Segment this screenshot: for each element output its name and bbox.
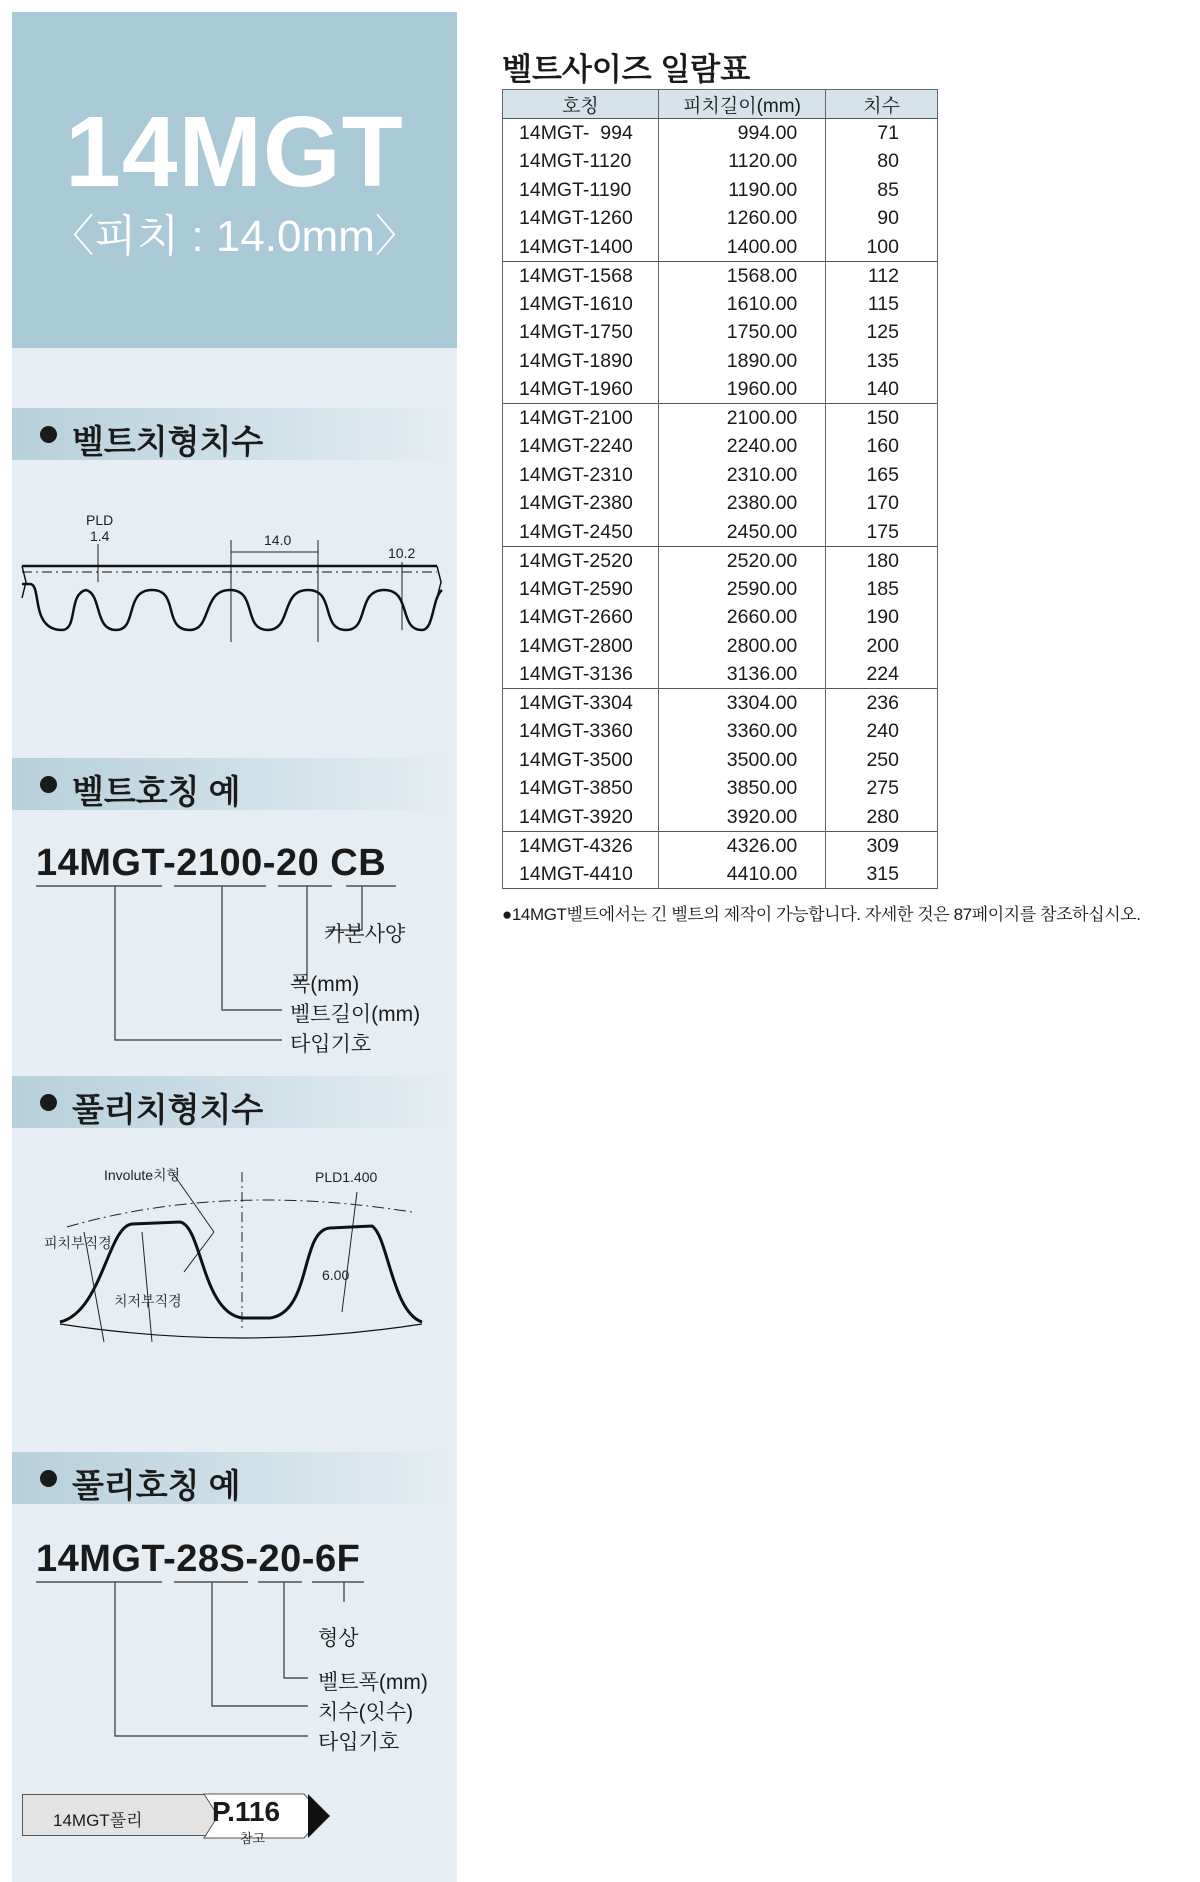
cell-designation: 14MGT- 994 [503,119,659,148]
table-row [503,518,938,547]
cell-pitch-length: 1960.00 [658,375,825,404]
table-row [503,860,938,889]
cell-teeth: 125 [826,318,938,347]
table-row [503,290,938,319]
pulley-label-type: 타입기호 [318,1731,400,1754]
cell-pitch-length: 3136.00 [658,660,825,689]
reference-label: 14MGT풀리 [53,1811,143,1830]
cell-teeth: 250 [826,746,938,775]
cell-pitch-length: 4410.00 [658,860,825,889]
pld-value: 1.4 [90,528,110,544]
pitch-diameter-label: 피치부직경 [44,1235,112,1251]
cell-teeth: 135 [826,347,938,376]
belt-label-width: 폭(mm) [290,973,360,996]
cell-pitch-length: 2240.00 [658,432,825,461]
title-block [12,12,457,348]
pulley-code-example: 14MGT-28S-20-6F [36,1538,361,1580]
cell-designation: 14MGT-3920 [503,803,659,832]
cell-teeth: 115 [826,290,938,319]
cell-pitch-length: 1260.00 [658,204,825,233]
cell-designation: 14MGT-3500 [503,746,659,775]
cell-designation: 14MGT-1610 [503,290,659,319]
cell-teeth: 165 [826,461,938,490]
cell-designation: 14MGT-2450 [503,518,659,547]
cell-pitch-length: 1120.00 [658,147,825,176]
product-title: 14MGT [65,96,404,208]
cell-teeth: 170 [826,489,938,518]
header-pitch-length: 피치길이(mm) [658,90,825,119]
cell-teeth: 190 [826,603,938,632]
belt-label-type: 타입기호 [290,1033,372,1056]
pitch-dimension: 14.0 [264,532,292,548]
cell-pitch-length: 3304.00 [658,689,825,718]
cell-teeth: 200 [826,632,938,661]
cell-designation: 14MGT-2800 [503,632,659,661]
table-row [503,147,938,176]
section-pulley-naming [12,1452,457,1504]
cell-designation: 14MGT-2520 [503,546,659,575]
cell-pitch-length: 4326.00 [658,831,825,860]
cell-pitch-length: 3850.00 [658,774,825,803]
table-row [503,546,938,575]
cell-designation: 14MGT-1120 [503,147,659,176]
cell-designation: 14MGT-2590 [503,575,659,604]
table-row [503,404,938,433]
cell-pitch-length: 994.00 [658,119,825,148]
cell-pitch-length: 3500.00 [658,746,825,775]
section-title: 벨트호칭 예 [72,773,241,810]
belt-code-example: 14MGT-2100-20 CB [36,842,387,884]
table-row [503,461,938,490]
cell-teeth: 150 [826,404,938,433]
bullet-icon [40,776,57,793]
cell-designation: 14MGT-1890 [503,347,659,376]
involute-label: Involute치형 [104,1167,181,1183]
cell-designation: 14MGT-1400 [503,233,659,262]
table-row [503,119,938,148]
cell-pitch-length: 1400.00 [658,233,825,262]
table-row [503,204,938,233]
cell-designation: 14MGT-2660 [503,603,659,632]
cell-teeth: 236 [826,689,938,718]
header-teeth: 치수 [826,90,938,119]
belt-tooth-diagram [12,502,457,652]
cell-teeth: 275 [826,774,938,803]
cell-pitch-length: 2450.00 [658,518,825,547]
cell-pitch-length: 2310.00 [658,461,825,490]
cell-teeth: 280 [826,803,938,832]
pulley-label-shape: 형상 [318,1627,359,1650]
pld-label: PLD [86,512,114,528]
cell-pitch-length: 1750.00 [658,318,825,347]
table-row [503,632,938,661]
cell-teeth: 315 [826,860,938,889]
section-title: 벨트치형치수 [72,423,264,460]
cell-designation: 14MGT-1750 [503,318,659,347]
table-row [503,261,938,290]
section-title: 풀리호칭 예 [72,1467,241,1504]
cell-designation: 14MGT-1190 [503,176,659,205]
height-dimension: 10.2 [388,545,416,561]
cell-pitch-length: 2380.00 [658,489,825,518]
cell-designation: 14MGT-3850 [503,774,659,803]
cell-teeth: 112 [826,261,938,290]
pitch-subtitle: 〈피치 : 14.0mm〉 [50,212,419,261]
cell-designation: 14MGT-4326 [503,831,659,860]
reference-note: 참고 [240,1831,266,1846]
left-column [12,12,457,1882]
table-row [503,347,938,376]
reference-page[interactable]: P.116 [212,1796,281,1827]
belt-size-table [502,89,938,889]
table-row [503,774,938,803]
table-row [503,660,938,689]
cell-teeth: 240 [826,717,938,746]
cell-designation: 14MGT-2240 [503,432,659,461]
cell-pitch-length: 3360.00 [658,717,825,746]
cell-designation: 14MGT-1960 [503,375,659,404]
cell-teeth: 180 [826,546,938,575]
cell-teeth: 80 [826,147,938,176]
cell-teeth: 85 [826,176,938,205]
cell-teeth: 160 [826,432,938,461]
cell-teeth: 90 [826,204,938,233]
cell-teeth: 185 [826,575,938,604]
cell-designation: 14MGT-3304 [503,689,659,718]
table-note: ●14MGT벨트에서는 긴 벨트의 제작이 가능합니다. 자세한 것은 87페이지를 참조하십시오. [502,905,1141,924]
cell-designation: 14MGT-3136 [503,660,659,689]
cell-pitch-length: 2520.00 [658,546,825,575]
table-title: 벨트사이즈 일람표 [502,52,751,87]
table-row [503,831,938,860]
cell-pitch-length: 1610.00 [658,290,825,319]
root-diameter-label: 치저부직경 [114,1293,182,1309]
cell-designation: 14MGT-2310 [503,461,659,490]
table-row [503,717,938,746]
table-body [503,119,938,889]
cell-pitch-length: 2590.00 [658,575,825,604]
cell-teeth: 309 [826,831,938,860]
cell-teeth: 175 [826,518,938,547]
cell-teeth: 71 [826,119,938,148]
cell-teeth: 224 [826,660,938,689]
cell-designation: 14MGT-1260 [503,204,659,233]
pulley-label-teeth: 치수(잇수) [318,1701,414,1724]
table-row [503,689,938,718]
pld-value-label: PLD1.400 [315,1169,378,1185]
depth-label: 6.00 [322,1267,350,1283]
cell-pitch-length: 1568.00 [658,261,825,290]
table-row [503,603,938,632]
section-title: 풀리치형치수 [72,1091,264,1128]
cell-pitch-length: 2660.00 [658,603,825,632]
pulley-label-belt-width: 벨트폭(mm) [318,1671,428,1694]
bullet-icon [40,1470,57,1487]
table-row [503,375,938,404]
cell-designation: 14MGT-3360 [503,717,659,746]
header-designation: 호칭 [503,90,659,119]
pulley-tooth-diagram [12,1152,457,1352]
cell-teeth: 100 [826,233,938,262]
cell-designation: 14MGT-2100 [503,404,659,433]
belt-label-carbon: 카본사양 [324,923,406,946]
section-belt-tooth [12,408,457,460]
cell-teeth: 140 [826,375,938,404]
bullet-icon [40,426,57,443]
section-belt-naming [12,758,457,810]
table-row [503,489,938,518]
cell-pitch-length: 2800.00 [658,632,825,661]
cell-designation: 14MGT-2380 [503,489,659,518]
table-row [503,746,938,775]
table-row [503,575,938,604]
bullet-icon [40,1094,57,1111]
table-row [503,803,938,832]
table-row [503,233,938,262]
cell-pitch-length: 3920.00 [658,803,825,832]
cell-designation: 14MGT-1568 [503,261,659,290]
table-row [503,176,938,205]
cell-designation: 14MGT-4410 [503,860,659,889]
cell-pitch-length: 1190.00 [658,176,825,205]
table-row [503,318,938,347]
section-pulley-tooth [12,1076,457,1128]
cell-pitch-length: 2100.00 [658,404,825,433]
table-header-row [503,90,938,119]
belt-label-length: 벨트길이(mm) [290,1003,421,1026]
table-row [503,432,938,461]
cell-pitch-length: 1890.00 [658,347,825,376]
